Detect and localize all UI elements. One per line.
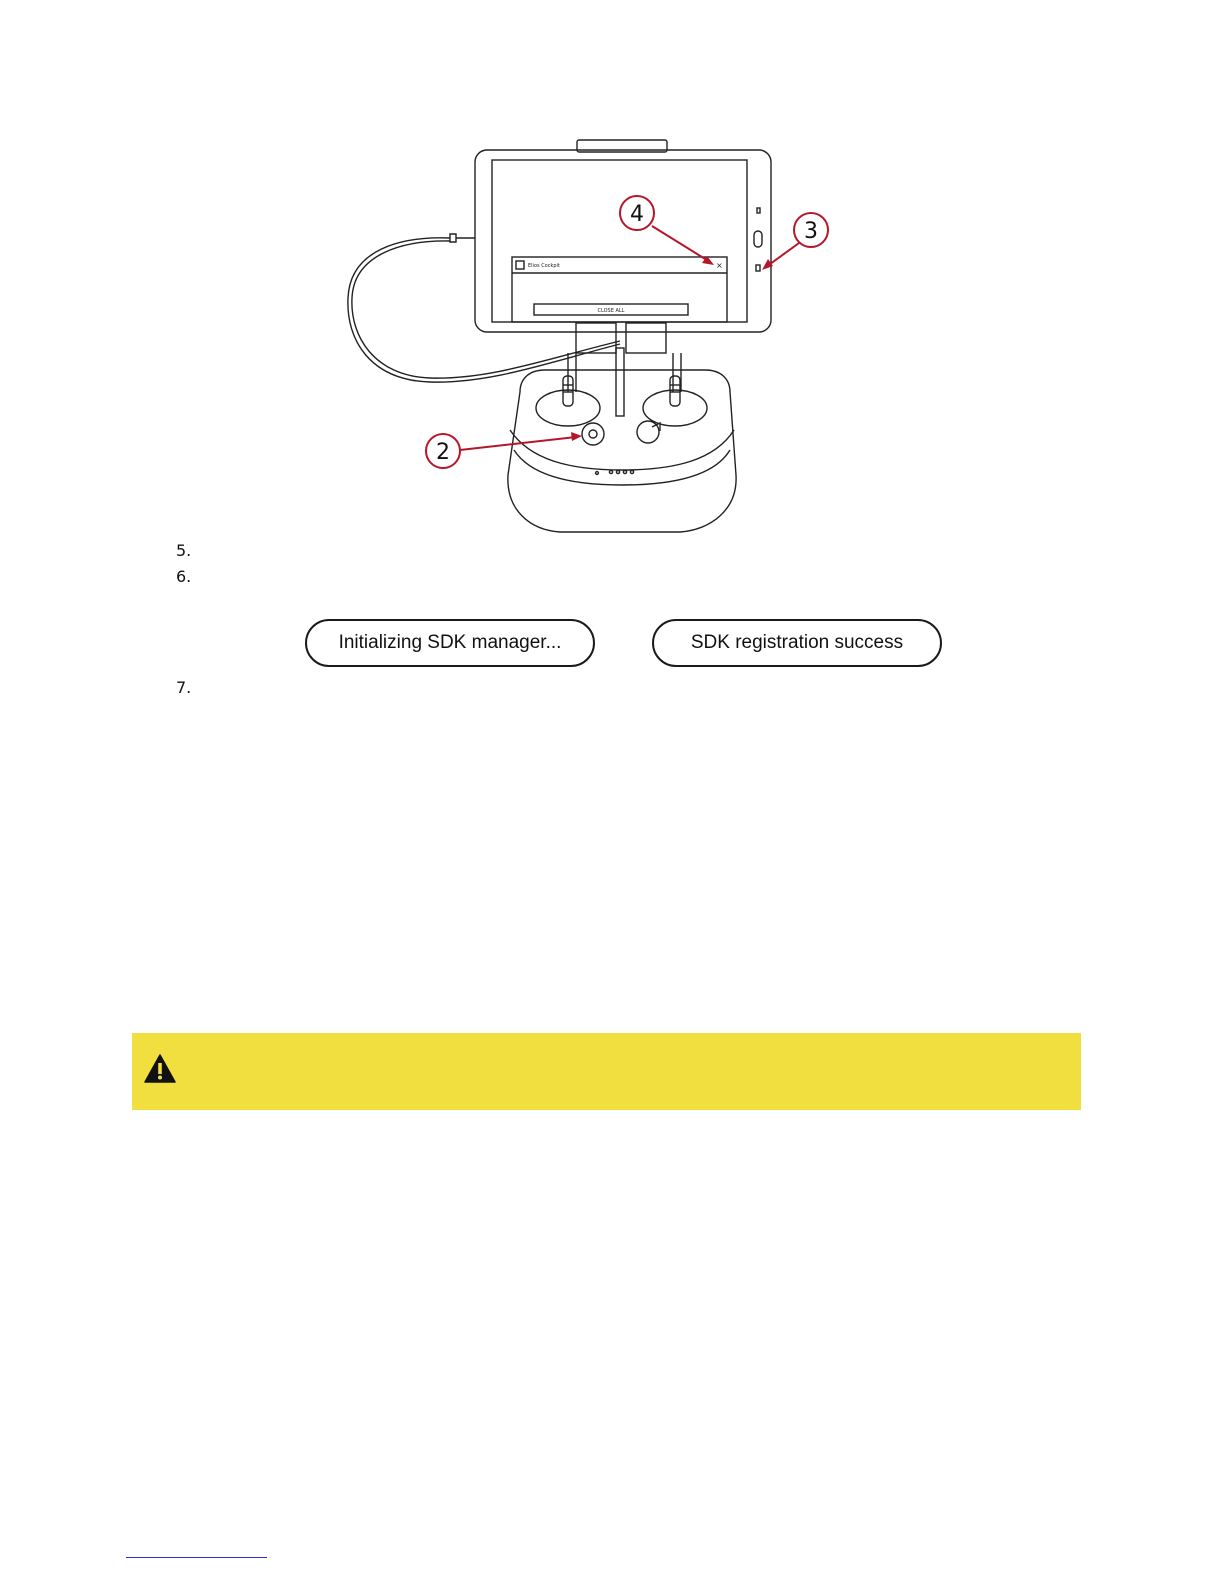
status-sdk-registration-success: SDK registration success bbox=[652, 619, 942, 667]
battery-led bbox=[596, 472, 599, 475]
holder-right-pad bbox=[626, 323, 666, 353]
right-stick bbox=[670, 376, 680, 406]
tablet-back-button bbox=[756, 265, 760, 271]
dialog-title: Elios Cockpit bbox=[528, 263, 560, 269]
callout-2-label: 2 bbox=[436, 440, 450, 465]
footnote-separator bbox=[126, 1557, 267, 1558]
controller-diagram bbox=[330, 130, 850, 540]
tablet-home-button bbox=[754, 231, 762, 247]
dialog-close-all-label: CLOSE ALL bbox=[597, 308, 625, 314]
controller-body bbox=[508, 370, 736, 532]
remote-controller-tablet-illustration bbox=[330, 130, 850, 540]
left-stick-base bbox=[536, 390, 600, 426]
tablet-camera bbox=[757, 208, 760, 213]
power-button bbox=[582, 423, 604, 445]
step-number-6: 6. bbox=[176, 567, 192, 586]
callout-4 bbox=[620, 196, 714, 265]
controller-panel-edge bbox=[514, 450, 730, 485]
holder-left-pad bbox=[576, 323, 616, 353]
status-initializing-sdk: Initializing SDK manager... bbox=[305, 619, 595, 667]
callout-3 bbox=[762, 213, 828, 270]
usb-cable bbox=[348, 238, 620, 382]
step-number-7: 7. bbox=[176, 678, 192, 697]
tablet-screen bbox=[492, 160, 747, 322]
dialog-close-icon: × bbox=[716, 261, 723, 270]
right-stick-base bbox=[643, 390, 707, 426]
callout-4-label: 4 bbox=[630, 202, 644, 227]
usb-connector bbox=[450, 234, 475, 242]
warning-triangle-icon bbox=[144, 1053, 176, 1085]
step-number-5: 5. bbox=[176, 541, 192, 560]
callout-3-label: 3 bbox=[804, 219, 818, 244]
warning-callout-box bbox=[132, 1033, 1081, 1110]
return-home-button bbox=[637, 421, 659, 443]
center-antenna bbox=[616, 348, 624, 416]
